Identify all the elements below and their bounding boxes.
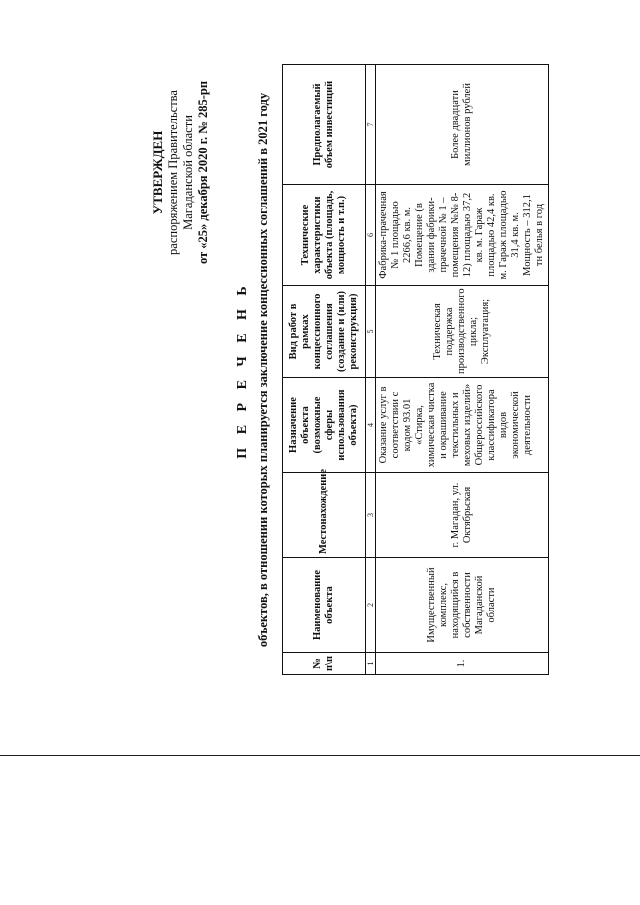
- approval-block: [150, 55, 211, 290]
- column-number-row: [366, 65, 376, 675]
- column-number: 5: [366, 286, 376, 378]
- cell-number: 1.: [376, 653, 549, 675]
- header-purpose: Назначение объекта (возможные сферы использования объекта): [283, 378, 366, 473]
- cell-investment: Более двадцати миллионов рублей: [376, 65, 549, 185]
- table-row: [376, 65, 549, 675]
- cell-location: г. Магадан, ул. Октябрьская: [376, 473, 549, 558]
- header-specs: Технические характеристики объекта (площадь, мощность и т.п.): [283, 185, 366, 286]
- approval-date: от «25» декабря 2020 г. № 285-рп: [196, 80, 210, 265]
- header-works: Вид работ в рамках концессионного соглашения (создание и (или) реконструкция): [283, 286, 366, 378]
- column-number: 2: [366, 558, 376, 653]
- column-number: 1: [366, 653, 376, 675]
- cell-works: Техническая поддержка производственного цикла; Эксплуатация;: [376, 286, 549, 378]
- table-header-row: [283, 65, 366, 675]
- column-number: 7: [366, 65, 376, 185]
- column-number: 4: [366, 378, 376, 473]
- document-subtitle: объектов, в отношении которых планируется заключение концессионных соглашений в 2021 году: [256, 92, 270, 648]
- cell-specs: Фабрика-прачечная № 1 площадью 2266,6 кв. м. Помещение (в здании фабрики-прачечной № 1 – помещения №№ 8-12) площадью 37,2 кв. м. Гараж площадью 42,4 кв. м. Гараж площадью 31,4 кв. м. Мощность – 312,1 тн белья в год: [376, 185, 549, 286]
- header-number: № п\п: [283, 653, 366, 675]
- header-investment: Предполагаемый объем инвестиций: [283, 65, 366, 185]
- column-number: 3: [366, 473, 376, 558]
- header-location: Местонахождение: [283, 473, 366, 558]
- rotated-document-page: [70, 50, 570, 690]
- column-number: 6: [366, 185, 376, 286]
- cell-purpose: Оказание услуг в соответствии с кодом 93.01 «Стирка, химическая чистка и окрашивание текстильных и меховых изделий» Общероссийского классификатора видов экономической деятельности: [376, 378, 549, 473]
- header-name: Наименование объекта: [283, 558, 366, 653]
- objects-table: [282, 64, 549, 675]
- document-title: П Е Р Е Ч Е Н Ь: [235, 281, 250, 459]
- approval-line-1: распоряжением Правительства: [166, 90, 180, 255]
- cell-name: Имущественный комплекс, находящийся в собственности Магаданской области: [376, 558, 549, 653]
- document-heading: [235, 50, 271, 690]
- approval-line-2: Магаданской области: [181, 115, 195, 230]
- page-divider-line: [0, 755, 640, 756]
- approval-title: УТВЕРЖДЕН: [150, 130, 165, 215]
